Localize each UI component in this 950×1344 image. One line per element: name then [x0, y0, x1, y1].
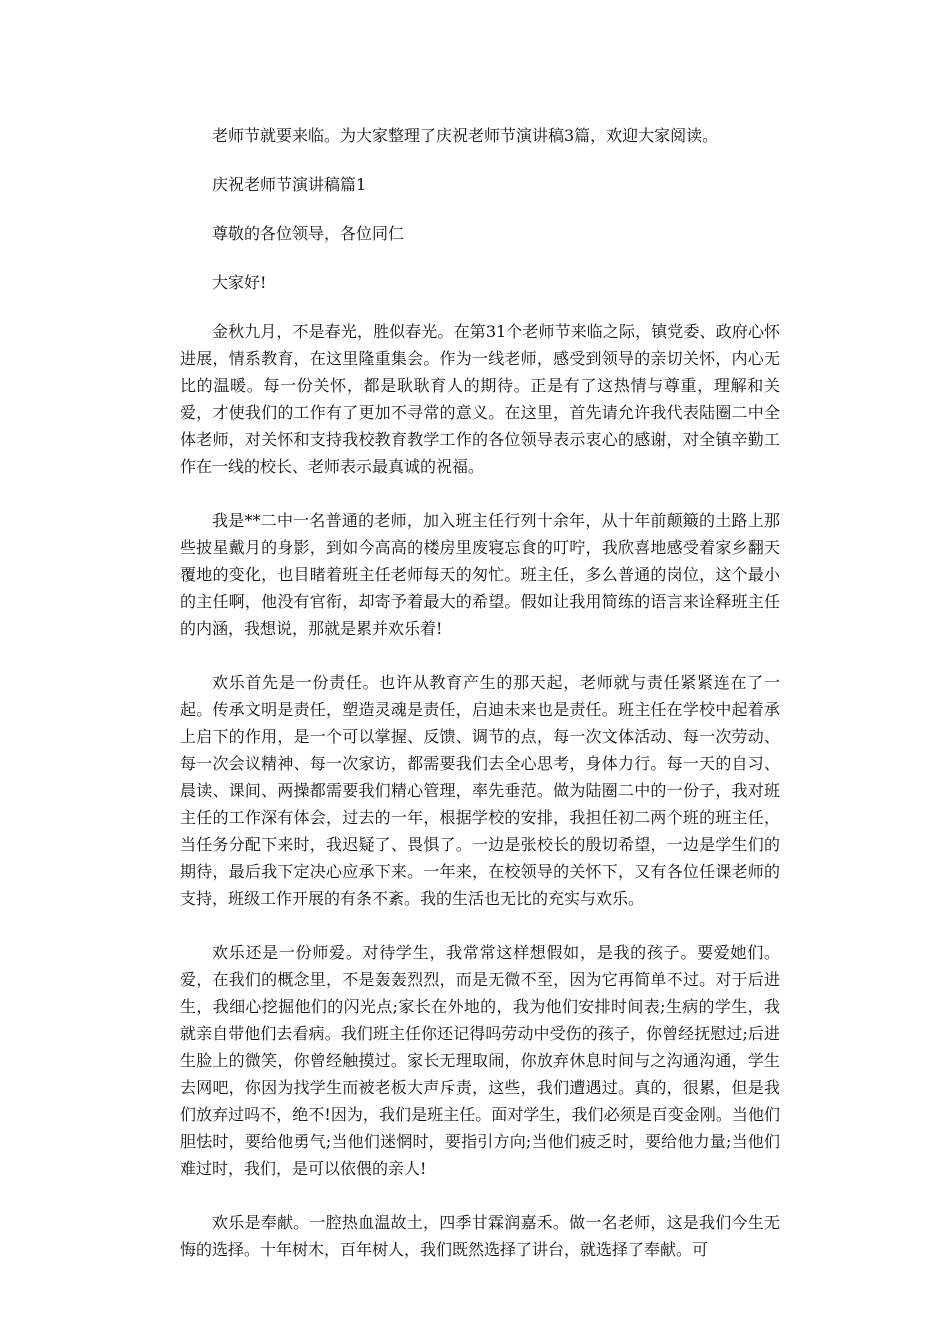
- body-paragraph: 金秋九月，不是春光，胜似春光。在第31个老师节来临之际，镇党委、政府心怀进展，情系教育，在这里隆重集会。作为一线老师，感受到领导的亲切关怀，内心无比的温暖。每一份关怀，都是耿耿育人的期待。正是有了这热情与尊重，理解和关爱，才使我们的工作有了更加不寻常的意义。在这里，首先请允许我代表陆圈二中全体老师，对关怀和支持我校教育教学工作的各位领导表示衷心的感谢，对全镇辛勤工作在一线的校长、老师表示最真诚的祝福。: [180, 322, 780, 476]
- salutation: 尊敬的各位领导，各位同仁: [212, 224, 405, 243]
- body-paragraph: 欢乐是奉献。一腔热血温故土，四季甘霖润嘉禾。做一名老师，这是我们今生无悔的选择。十年树木，百年树人，我们既然选择了讲台，就选择了奉献。可: [180, 1213, 780, 1259]
- greeting: 大家好!: [212, 273, 267, 292]
- intro-paragraph: 老师节就要来临。为大家整理了庆祝老师节演讲稿3篇，欢迎大家阅读。: [212, 126, 719, 145]
- body-paragraph: 我是**二中一名普通的老师，加入班主任行列十余年，从十年前颠簸的土路上那些披星戴月的身影，到如今高高的楼房里废寝忘食的叮咛，我欣喜地感受着家乡翻天覆地的变化，也目睹着班主任老师每天的匆忙。班主任，多么普通的岗位，这个最小的主任啊，他没有官衔，却寄予着最大的希望。假如让我用简练的语言来诠释班主任的内涵，我想说，那就是累并欢乐着!: [180, 511, 780, 638]
- body-paragraph: 欢乐首先是一份责任。也许从教育产生的那天起，老师就与责任紧紧连在了一起。传承文明是责任，塑造灵魂是责任，启迪未来也是责任。班主任在学校中起着承上启下的作用，是一个可以掌握、反馈、调节的点，每一次文体活动、每一次劳动、每一次会议精神、每一次家访，都需要我们去全心思考，身体力行。每一天的自习、晨读、课间、两操都需要我们精心管理，率先垂范。做为陆圈二中的一份子，我对班主任的工作深有体会，过去的一年，根据学校的安排，我担任初二两个班的班主任，当任务分配下来时，我迟疑了、畏惧了。一边是张校长的殷切希望，一边是学生们的期待，最后我下定决心应承下来。一年来，在校领导的关怀下，又有各位任课老师的支持，班级工作开展的有条不紊。我的生活也无比的充实与欢乐。: [180, 673, 780, 908]
- body-paragraph: 欢乐还是一份师爱。对待学生，我常常这样想假如，是我的孩子。要爱她们。爱，在我们的概念里，不是轰轰烈烈，而是无微不至，因为它再简单不过。对于后进生，我细心挖掘他们的闪光点;家长在外地的，我为他们安排时间表;生病的学生，我就亲自带他们去看病。我们班主任你还记得吗劳动中受伤的孩子，你曾经抚慰过;后进生脸上的微笑，你曾经触摸过。家长无理取闹，你放弃休息时间与之沟通沟通，学生去网吧，你因为找学生而被老板大声斥责，这些，我们遭遇过。真的，很累，但是我们放弃过吗不，绝不!因为，我们是班主任。面对学生，我们必须是百变金刚。当他们胆怯时，要给他勇气;当他们迷惘时，要指引方向;当他们疲乏时，要给他力量;当他们难过时，我们，是可以依偎的亲人!: [180, 943, 780, 1178]
- speech-heading: 庆祝老师节演讲稿篇1: [212, 175, 367, 194]
- document-body: [180, 122, 780, 1290]
